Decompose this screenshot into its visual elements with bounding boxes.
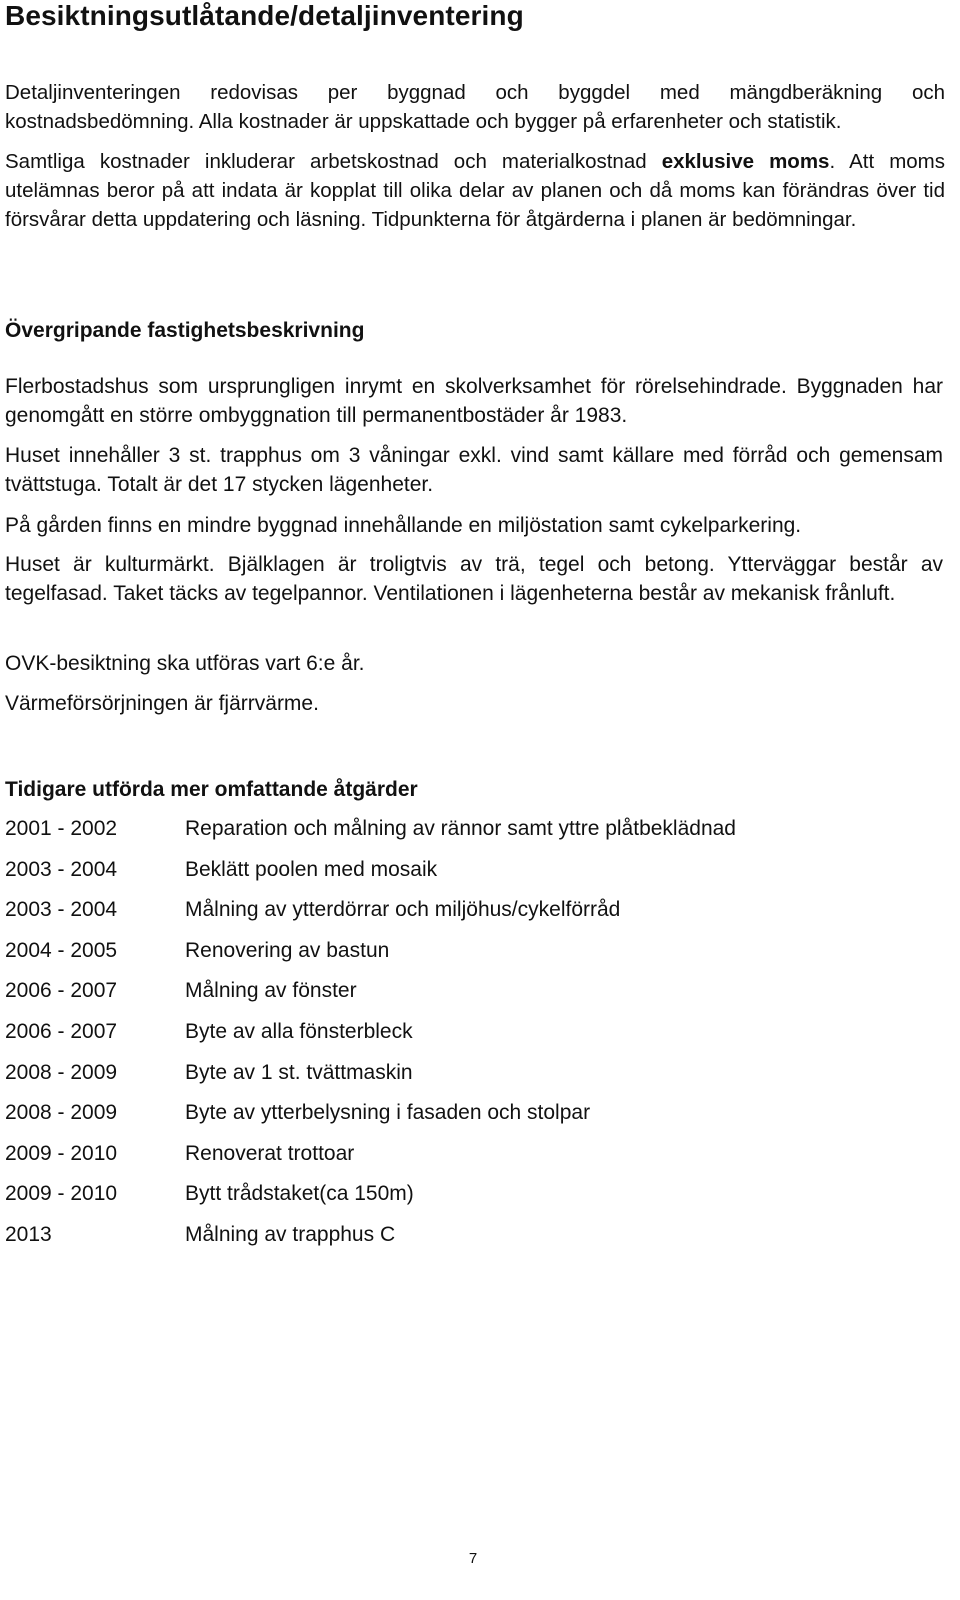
measure-row <box>5 1220 905 1261</box>
vat-text-start: Samtliga kostnader inkluderar arbetskostnad och materialkostnad <box>5 150 662 173</box>
measure-description: Reparation och målning av rännor samt yttre plåtbeklädnad <box>185 817 736 840</box>
measure-years: 2003 - 2004 <box>5 857 118 881</box>
measure-years: 2008 - 2009 <box>5 1101 118 1125</box>
measure-years: 2008 - 2009 <box>5 1060 118 1084</box>
measure-row <box>5 1058 905 1099</box>
overview-paragraph: Flerbostadshus som ursprungligen inrymt en skolverksamhet för rörelsehindrade. Byggnaden har genomgått en större ombyggnation till permanentbostäder år 1983. <box>5 375 943 427</box>
measure-row <box>5 936 905 977</box>
overview-paragraph: Huset är kulturmärkt. Bjälklagen är troligtvis av trä, tegel och betong. Ytterväggar består av tegelfasad. Taket täcks av tegelpannor. Ventilationen i lägenheterna består av mekanisk frånluft. <box>5 553 943 605</box>
measure-row <box>5 1139 905 1180</box>
page-title: Besiktningsutlåtande/detaljinventering <box>5 0 524 31</box>
overview-heading: Övergripande fastighetsbeskrivning <box>5 319 365 342</box>
measure-description: Byte av 1 st. tvättmaskin <box>185 1060 413 1084</box>
measure-description: Renovering av bastun <box>185 938 390 962</box>
measure-years: 2003 - 2004 <box>5 898 118 922</box>
measure-row <box>5 1179 905 1220</box>
intro-paragraph: Detaljinventeringen redovisas per byggnad och byggdel med mängdberäkning och kostnadsbedömning. Alla kostnader är uppskattade och bygger på erfarenheter och statistik. <box>5 81 945 133</box>
measure-description: Byte av alla fönsterbleck <box>185 1019 413 1043</box>
measure-row <box>5 855 905 896</box>
measure-row <box>5 1017 905 1058</box>
measure-description: Beklätt poolen med mosaik <box>185 857 438 881</box>
measure-years: 2001 - 2002 <box>5 817 118 840</box>
measure-years: 2006 - 2007 <box>5 979 118 1003</box>
measure-years: 2004 - 2005 <box>5 938 118 962</box>
measure-row <box>5 1098 905 1139</box>
vat-paragraph <box>5 147 945 234</box>
overview-paragraph: Huset innehåller 3 st. trapphus om 3 våningar exkl. vind samt källare med förråd och gemensam tvättstuga. Totalt är det 17 stycken lägenheter. <box>5 444 943 496</box>
measure-description: Målning av ytterdörrar och miljöhus/cykelförråd <box>185 898 621 922</box>
page-number: 7 <box>468 1550 478 1567</box>
vat-emphasis: exklusive moms <box>661 150 830 173</box>
overview-paragraph: På gården finns en mindre byggnad innehållande en miljöstation samt cykelparkering. <box>5 514 802 537</box>
measure-description: Målning av fönster <box>185 979 357 1003</box>
measure-description: Målning av trapphus C <box>185 1222 396 1246</box>
measure-description: Renoverat trottoar <box>185 1141 355 1165</box>
measure-description: Bytt trådstaket(ca 150m) <box>185 1182 414 1206</box>
measure-years: 2009 - 2010 <box>5 1182 118 1206</box>
measure-years: 2013 <box>5 1222 52 1246</box>
measure-description: Byte av ytterbelysning i fasaden och stolpar <box>185 1101 591 1125</box>
measures-heading: Tidigare utförda mer omfattande åtgärder <box>5 778 418 801</box>
measure-row <box>5 895 905 936</box>
measure-row <box>5 976 905 1017</box>
overview-paragraph: Värmeförsörjningen är fjärrvärme. <box>5 692 319 715</box>
overview-paragraph: OVK-besiktning ska utföras vart 6:e år. <box>5 652 365 675</box>
measures-list <box>5 814 905 1261</box>
vat-text-end: . Att moms utelämnas beror på att indata är kopplat till olika delar av planen och då moms kan förändras över tid försvårar detta uppdatering och läsning. Tidpunkterna för åtgärderna i planen är bedömningar. <box>5 150 945 231</box>
measure-row <box>5 814 905 855</box>
measure-years: 2006 - 2007 <box>5 1019 118 1043</box>
measure-years: 2009 - 2010 <box>5 1141 118 1165</box>
